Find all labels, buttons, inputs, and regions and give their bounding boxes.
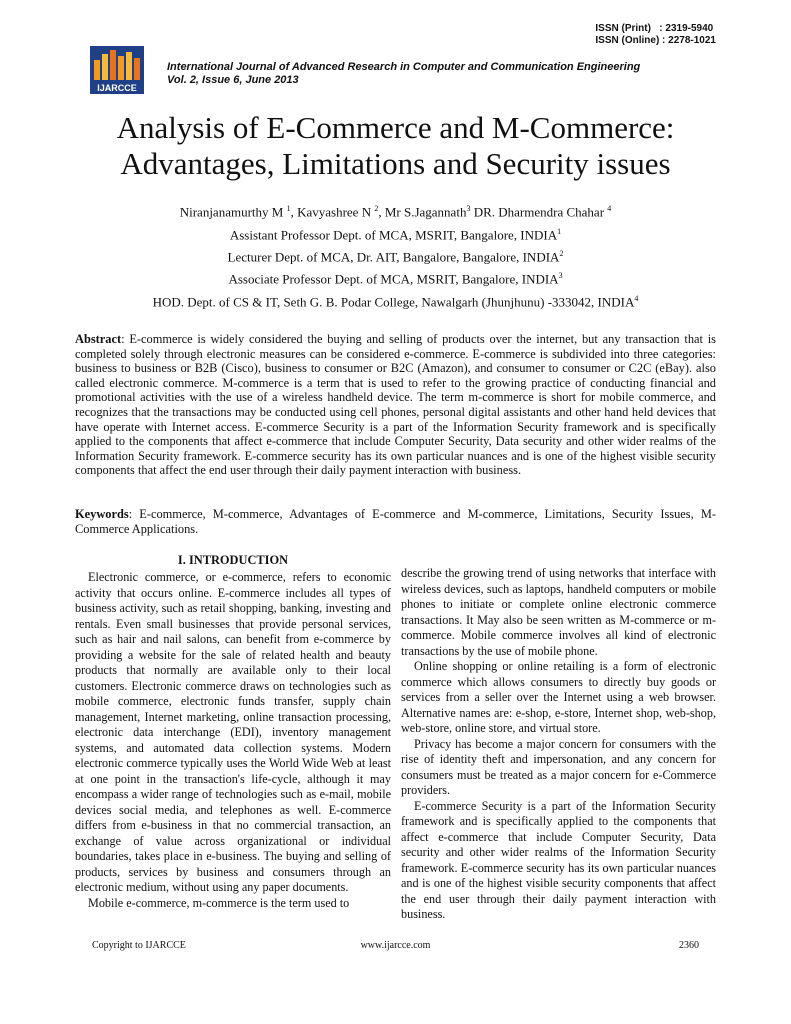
right-column (401, 566, 716, 923)
journal-info (167, 61, 640, 87)
keywords (75, 507, 716, 536)
issn-print: ISSN (Print) : 2319-5940 (595, 23, 714, 34)
paragraph: Privacy has become a major concern for consumers with the rise of identity theft and impersonation, and any concern for consumers must be treated as a major concern for e-Commerce providers. (401, 736, 716, 797)
abstract (75, 332, 716, 478)
affiliation-1 (0, 224, 791, 242)
paragraph: Electronic commerce, or e-commerce, refers to economic activity that occurs online. E-commerce includes all types of business activity, such as retail shopping, banking, investing and rentals. Even small businesses that provide personal services, such as hair and nail salons, can benefit from e-commerce by providing a website for the sale of related health and beauty products that normally are available only to their local customers. Electronic commerce draws on technologies such as mobile commerce, electronic funds transfer, supply chain management, Internet marketing, online transaction processing, electronic data interchange (EDI), inventory management systems, and automated data collection systems. Modern electronic commerce typically uses the World Wide Web at least at one point in the transaction's life-cycle, although it may encompass a wider range of technologies such as e-mail, mobile devices social media, and telephones as well. E-commerce differs from e-business in that no commercial transaction, an exchange of value across organizational or individual boundaries, takes place in e-business. The buying and selling of products, services by business and consumers through an electronic medium, without using any paper documents. (75, 570, 391, 894)
journal-volume: Vol. 2, Issue 6, June 2013 (167, 74, 299, 86)
paper-title (0, 110, 791, 182)
abstract-text: : E-commerce is widely considered the buying and selling of products over the internet, but any transaction that is completed solely through electronic measures can be considered e-commerce. E-commerce is subdivided into three categories: business to business or B2B (Cisco), business to consumer or B2C (Amazon), and consumer to consumer or C2C (eBay). also called electronic commerce. M-commerce is a term that is used to refer to the growing practice of conducting financial and promotional activities with the use of a wireless handheld device. The term m-commerce is short for mobile commerce, and recognizes that the transactions may be conducted using cell phones, personal digital assistants and other hand held devices that have operate with Internet access. E-commerce Security is a part of the Information Security framework and is specifically applied to the components that affect e-commerce that include Computer Security, Data security and other wider realms of the Information Security framework. E-commerce security has its own particular nuances and is one of the highest visible security components that affect the end user through their daily payment interaction with business. (75, 332, 716, 478)
issn-online: ISSN (Online) : 2278-1021 (595, 35, 716, 46)
section-heading: I. INTRODUCTION (177, 553, 289, 567)
footer-website: www.ijarcce.com (360, 940, 431, 951)
affiliation-text: Associate Professor Dept. of MCA, MSRIT, Bangalore, INDIA (228, 271, 559, 287)
keywords-text: : E-commerce, M-commerce, Advantages of E-commerce and M-commerce, Limitations, Security Issues, M-Commerce Applications. (75, 507, 716, 536)
paragraph: E-commerce Security is a part of the Information Security framework and is specifically applied to the components that affect e-commerce that include Computer Security, Data security and other wider realms of the Information Security framework. E-commerce security has its own particular nuances and is one of the highest visible security components that affect the end user through their daily payment interaction with business. (401, 798, 716, 921)
author-sup: 1 (286, 204, 291, 213)
affiliation-sup: 3 (558, 271, 563, 280)
affiliation-2 (0, 246, 791, 264)
author-sup: 4 (607, 204, 612, 213)
affiliation-3 (0, 268, 791, 286)
affiliation-sup: 4 (634, 294, 639, 303)
left-column (75, 570, 391, 911)
author-sup: 3 (466, 204, 471, 213)
logo-text: IJARCCE (97, 83, 137, 93)
abstract-label: Abstract (75, 332, 122, 346)
affiliation-text: Assistant Professor Dept. of MCA, MSRIT, Bangalore, INDIA (229, 227, 558, 243)
page-number: 2360 (679, 940, 699, 951)
paragraph: Mobile e-commerce, m-commerce is the term used to (88, 895, 350, 910)
authors-line: Niranjanamurthy M $^1$, Kavyashree N $^2$, Mr S.Jagannath$^3$ DR. Dharmendra Chahar $^4$ (179, 204, 612, 220)
paragraph: Online shopping or online retailing is a form of electronic commerce which allows consumers to directly buy goods or services from a seller over the Internet using a web browser. Alternative names are: e-shop, e-store, Internet shop, web-shop, web-store, online store, and virtual store. (401, 659, 716, 735)
author-name: DR. Dharmendra Chahar (473, 204, 605, 220)
affiliation-sup: 2 (559, 249, 564, 258)
journal-name: International Journal of Advanced Research in Computer and Communication Engineering (167, 61, 641, 73)
keywords-label: Keywords (75, 507, 129, 521)
footer-copyright: Copyright to IJARCCE (92, 940, 186, 951)
author-name: Kavyashree N (297, 204, 372, 220)
author-name: Mr S.Jagannath (384, 204, 467, 220)
paragraph: describe the growing trend of using networks that interface with wireless devices, such as laptops, handheld computers or mobile phones to initiate or complete online electronic commerce transactions. It May also be seen written as M-commerce or m-commerce. Mobile commerce involves all kind of electronic transactions by the use of mobile phone. (401, 566, 716, 658)
affiliation-sup: 1 (557, 227, 562, 236)
title-line-2: Advantages, Limitations and Security issues (120, 146, 671, 181)
affiliation-text: Lecturer Dept. of MCA, Dr. AIT, Bangalore, Bangalore, INDIA (227, 249, 560, 265)
affiliation-text: HOD. Dept. of CS & IT, Seth G. B. Podar College, Nawalgarh (Jhunjhunu) -333042, INDIA (152, 294, 635, 310)
author-sup: 2 (374, 204, 379, 213)
journal-logo (90, 46, 144, 94)
issn-block (595, 23, 716, 47)
author-name: Niranjanamurthy M (179, 204, 284, 220)
affiliation-4 (0, 291, 791, 309)
title-line-1: Analysis of E-Commerce and M-Commerce: (116, 110, 675, 145)
